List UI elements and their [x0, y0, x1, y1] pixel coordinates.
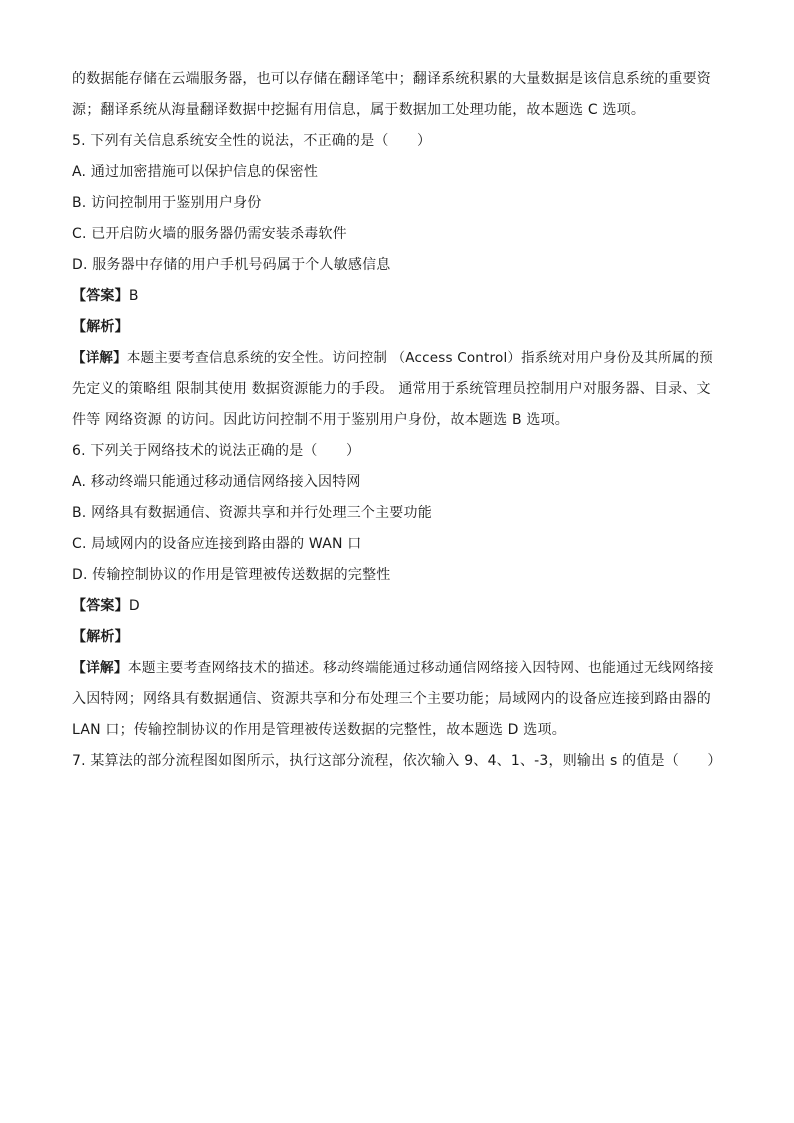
question-6-answer [72, 591, 722, 622]
question-5-stem: 5. 下列有关信息系统安全性的说法，不正确的是（ ） [72, 133, 432, 149]
detail-tag: 【详解】 [72, 350, 127, 366]
question-5-option-c: C. 已开启防火墙的服务器仍需安装杀毒软件 [72, 226, 347, 242]
question-6-option-d: D. 传输控制协议的作用是管理被传送数据的完整性 [72, 567, 391, 583]
question-5-detail-line [72, 343, 722, 374]
question-6-analysis-heading [72, 622, 722, 653]
question-5-answer [72, 281, 722, 312]
paragraph-line: 的数据能存储在云端服务器，也可以存储在翻译笔中；翻译系统积累的大量数据是该信息系统的重要资 [72, 71, 711, 87]
question-6-detail-line: 入因特网；网络具有数据通信、资源共享和分布处理三个主要功能；局域网内的设备应连接到路由器的 [72, 691, 711, 707]
detail-text: 本题主要考查信息系统的安全性。访问控制 （Access Control）指系统对用户身份及其所属的预 [126, 350, 713, 366]
question-5-detail-line: 件等 网络资源 的访问。因此访问控制不用于鉴别用户身份，故本题选 B 选项。 [72, 412, 570, 428]
question-5-option-b: B. 访问控制用于鉴别用户身份 [72, 195, 262, 211]
paragraph-line: 源；翻译系统从海量翻译数据中挖掘有用信息，属于数据加工处理功能，故本题选 C 选项。 [72, 102, 646, 118]
question-5-detail-line: 先定义的策略组 限制其使用 数据资源能力的手段。 通常用于系统管理员控制用户对服务器、目录、文 [72, 381, 711, 397]
question-7-stem: 7. 某算法的部分流程图如图所示，执行这部分流程，依次输入 9、4、1、-3，则输出 s 的值是（ ） [72, 753, 722, 769]
analysis-tag: 【解析】 [72, 629, 129, 645]
detail-text: 本题主要考查网络技术的描述。移动终端能通过移动通信网络接入因特网、也能通过无线网络接 [127, 660, 714, 676]
detail-tag: 【详解】 [72, 660, 128, 676]
question-5-option-a: A. 通过加密措施可以保护信息的保密性 [72, 164, 319, 180]
answer-value: D [128, 598, 140, 614]
answer-tag: 【答案】 [72, 598, 129, 614]
question-6-detail-line [72, 653, 722, 684]
page-content [72, 64, 722, 777]
question-5-analysis-heading [72, 312, 722, 343]
question-6-option-c: C. 局域网内的设备应连接到路由器的 WAN 口 [72, 536, 362, 552]
question-5-option-d: D. 服务器中存储的用户手机号码属于个人敏感信息 [72, 257, 391, 273]
question-6-stem: 6. 下列关于网络技术的说法正确的是（ ） [72, 443, 361, 459]
answer-value: B [128, 288, 139, 304]
question-6-option-b: B. 网络具有数据通信、资源共享和并行处理三个主要功能 [72, 505, 432, 521]
analysis-tag: 【解析】 [72, 319, 129, 335]
question-6-option-a: A. 移动终端只能通过移动通信网络接入因特网 [72, 474, 361, 490]
answer-tag: 【答案】 [72, 288, 129, 304]
question-6-detail-line: LAN 口；传输控制协议的作用是管理被传送数据的完整性，故本题选 D 选项。 [72, 722, 566, 738]
